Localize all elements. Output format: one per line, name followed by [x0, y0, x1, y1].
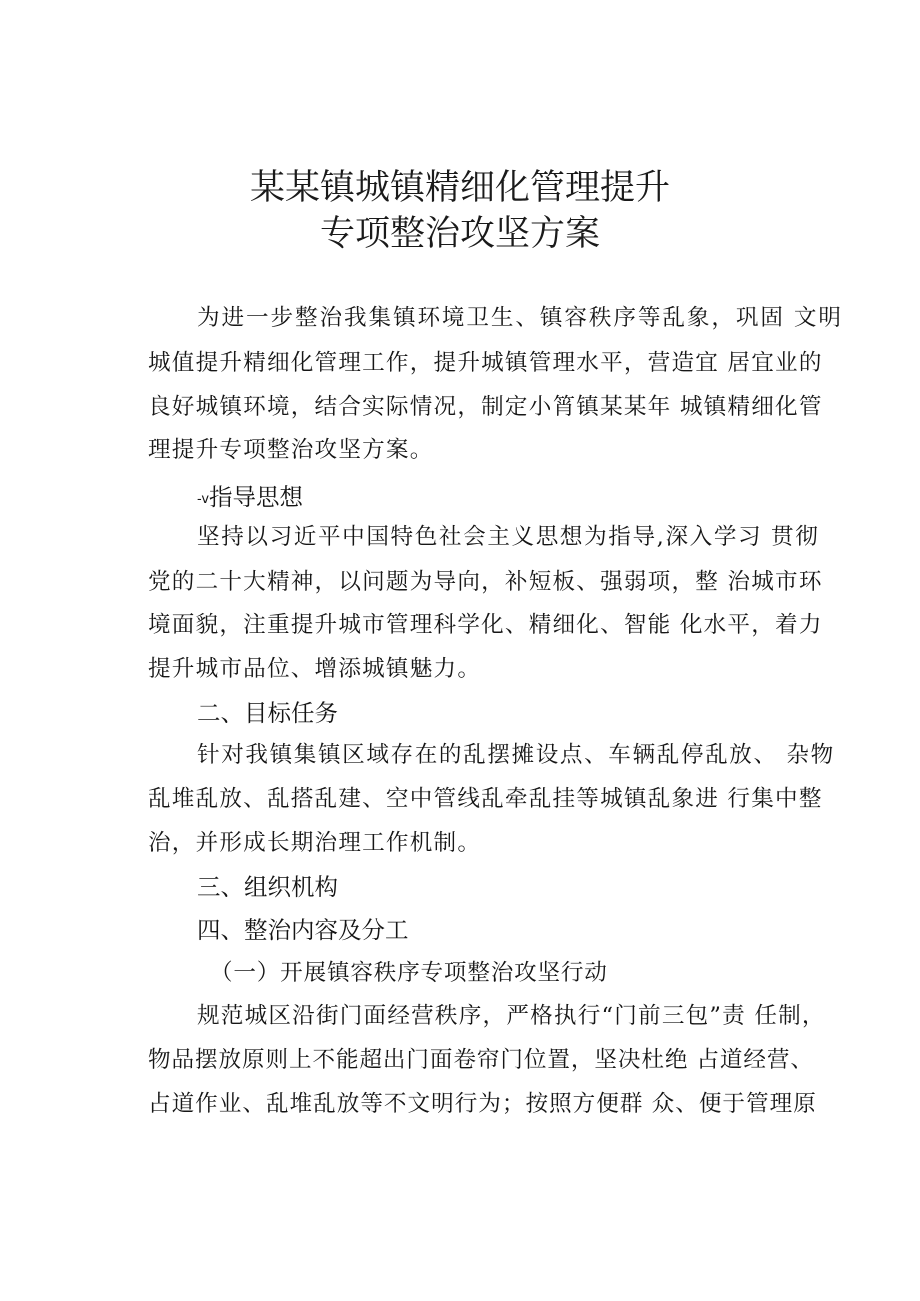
section-4-sub-1-heading: （一）开展镇容秩序专项整治攻坚行动 [210, 960, 608, 986]
intro-line-4: 理提升专项整治攻坚方案。 [148, 437, 434, 463]
section-4-line-3: 占道作业、乱堆乱放等不文明行为；按照方便群 众、便于管理原 [148, 1091, 817, 1117]
section-1-heading [197, 478, 303, 512]
section-1-marker: -v [197, 492, 210, 507]
section-4-heading: 四、整治内容及分工 [197, 916, 409, 944]
section-3-heading: 三、组织机构 [197, 873, 338, 901]
intro-line-3: 良好城镇环境，结合实际情况，制定小筲镇某某年 城镇精细化管 [148, 394, 823, 420]
section-4-line-1: 规范城区沿街门面经营秩序，严格执行“门前三包”责 任制， [197, 1003, 826, 1029]
intro-line-2: 城值提升精细化管理工作，提升城镇管理水平，营造宜 居宜业的 [148, 350, 823, 376]
section-2-line-2: 乱堆乱放、乱搭乱建、空中管线乱牵乱挂等城镇乱象进 行集中整 [148, 786, 823, 812]
section-1-line-2: 党的二十大精神，以问题为导向，补短板、强弱项，整 治城市环 [148, 569, 823, 595]
section-2-heading: 二、目标任务 [197, 699, 338, 727]
section-2-line-1: 针对我镇集镇区域存在的乱摆摊设点、车辆乱停乱放、 杂物 [197, 742, 835, 768]
section-1-line-1: 坚持以习近平中国特色社会主义思想为指导,深入学习 贯彻 [197, 524, 820, 550]
section-1-line-3: 境面貌，注重提升城市管理科学化、精细化、智能 化水平，着力 [148, 612, 823, 638]
document-title-line-2: 专项整治攻坚方案 [319, 214, 600, 254]
section-2-line-3: 治，并形成长期治理工作机制。 [148, 830, 482, 856]
section-1-heading-text: 指导思想 [209, 483, 304, 511]
document-title-line-1: 某某镇城镇精细化管理提升 [249, 168, 670, 208]
intro-line-1: 为进一步整治我集镇环境卫生、镇容秩序等乱象，巩固 文明 [197, 305, 843, 331]
section-4-line-2: 物品摆放原则上不能超出门面卷帘门位置，坚决杜绝 占道经营、 [148, 1047, 814, 1073]
section-1-line-4: 提升城市品位、增添城镇魅力。 [148, 656, 482, 682]
